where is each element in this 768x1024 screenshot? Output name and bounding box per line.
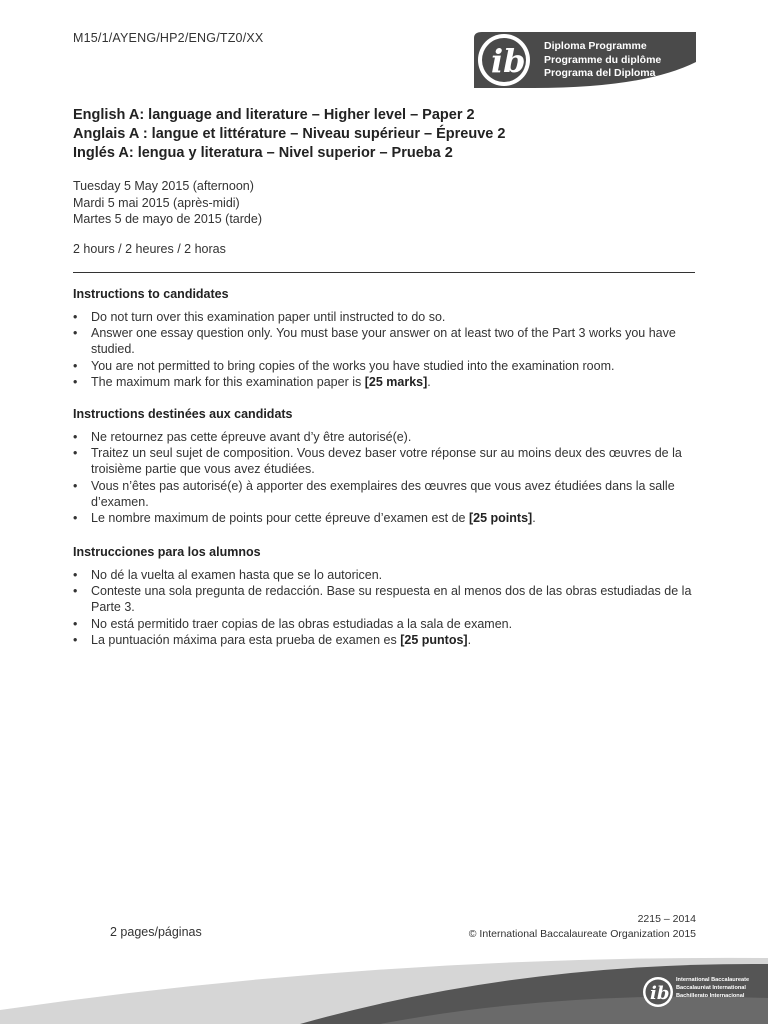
footer-info [469,912,696,942]
instructions-english [73,287,698,390]
list-item: • Ne retournez pas cette épreuve avant d’y être autorisé(e). [73,430,412,444]
page-count: 2 pages/páginas [110,925,202,939]
max-puntos: [25 puntos] [400,632,468,647]
diploma-programme-logo [474,32,696,88]
list-item: • Traitez un seul sujet de composition. Vous devez baser votre réponse sur au moins deux des œuvres de la troisième partie que vous avez étudiées. [73,446,682,477]
title-english: English A: language and literature – Higher level – Paper 2 [73,107,475,123]
logo-line-en: Diploma Programme [544,40,647,52]
list-item: • Conteste una sola pregunta de redacción. Base su respuesta en al menos dos de las obras estudiadas de la Parte 3. [73,584,692,615]
paper-code: M15/1/AYENG/HP2/ENG/TZ0/XX [73,31,264,45]
exam-duration: 2 hours / 2 heures / 2 horas [73,242,226,256]
copyright: © International Baccalaureate Organization 2015 [468,928,696,940]
title-french: Anglais A : langue et littérature – Niveau supérieur – Épreuve 2 [73,126,506,142]
paper-number: 2215 – 2014 [637,913,696,925]
section-heading: Instructions to candidates [73,287,229,301]
date-spanish: Martes 5 de mayo de 2015 (tarde) [73,212,262,226]
logo-line-fr: Programme du diplôme [544,53,662,66]
list-item: • Vous n’êtes pas autorisé(e) à apporter des exemplaires des œuvres que vous avez étudiées dans la salle d’examen. [73,478,675,509]
list-item: • The maximum mark for this examination paper is [25 marks]. [73,374,431,389]
list-item: • Answer one essay question only. You must base your answer on at least two of the Part 3 works you have studied. [73,326,676,357]
instructions-french [73,407,698,526]
section-heading: Instrucciones para los alumnos [73,545,261,559]
exam-dates [73,178,262,228]
max-marks: [25 marks] [364,374,428,389]
svg-text:ib: ib [491,42,526,80]
max-points: [25 points] [469,511,533,526]
paper-titles [73,106,505,163]
list-item: • La puntuación máxima para esta prueba de examen es [25 puntos]. [73,632,472,647]
title-spanish: Inglés A: lengua y literatura – Nivel superior – Prueba 2 [73,145,453,161]
svg-text:ib: ib [650,983,670,1004]
date-english: Tuesday 5 May 2015 (afternoon) [73,179,254,193]
logo-line-es: Programa del Diploma [544,67,656,79]
list-item: • No dé la vuelta al examen hasta que se lo autoricen. [73,568,383,582]
divider [73,272,695,273]
list-item: • Do not turn over this examination paper until instructed to do so. [73,310,446,324]
ib-footer-text: International Baccalaureate Baccalauréat International Bachillerato Internacional [676,977,750,999]
section-heading: Instructions destinées aux candidats [73,407,293,421]
instructions-spanish [73,545,698,648]
date-french: Mardi 5 mai 2015 (après-midi) [73,195,240,210]
list-item: • Le nombre maximum de points pour cette épreuve d’examen est de [25 points]. [73,511,536,526]
list-item: • No está permitido traer copias de las obras estudiadas a la sala de examen. [73,616,513,631]
list-item: • You are not permitted to bring copies of the works you have studied into the examination room. [73,358,615,373]
